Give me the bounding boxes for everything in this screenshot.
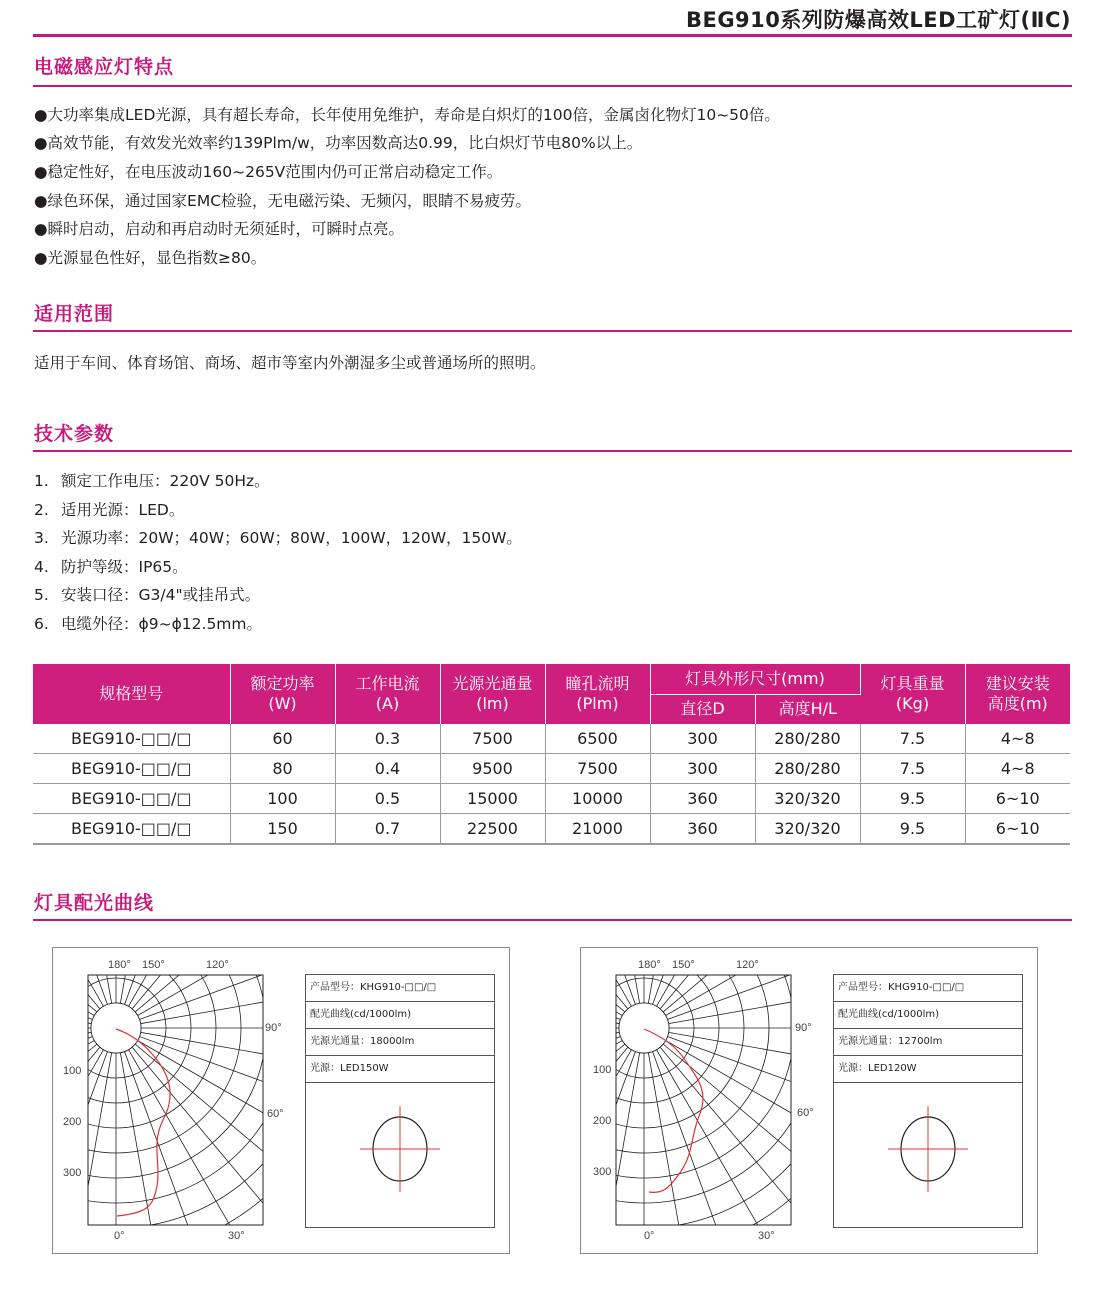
cell-power: 60 (230, 724, 335, 754)
feature-item: ●高效节能，有效发光效率约139Plm/w，功率因数高达0.99，比白炽灯节电80%以上。 (34, 134, 643, 152)
tech-item (34, 583, 260, 605)
header-weight-label: 灯具重量 (880, 674, 945, 693)
cell-power: 100 (230, 784, 335, 814)
info-row: 配光曲线(cd/1000lm) (834, 1002, 1022, 1029)
info-row: 光源：LED120W (834, 1056, 1022, 1083)
product-info-box (305, 974, 495, 1228)
beam-symbol-icon (834, 1079, 1022, 1227)
angle-label: 60° (267, 1108, 284, 1120)
info-row: 产品型号：KHG910-□□/□ (834, 975, 1022, 1002)
radial-label: 300 (63, 1167, 82, 1179)
feature-item: ●瞬时启动，启动和再启动时无须延时，可瞬时点亮。 (34, 220, 405, 238)
angle-label: 90° (265, 1022, 282, 1034)
polar-diagram (53, 948, 303, 1253)
tech-item (34, 555, 188, 577)
cell-weight: 7.5 (860, 724, 965, 754)
cell-diameter: 360 (650, 814, 755, 845)
tech-item-text: 电缆外径：ϕ9~ϕ12.5mm。 (61, 615, 263, 633)
feature-item: ●绿色环保，通过国家EMC检验，无电磁污染、无频闪，眼睛不易疲劳。 (34, 192, 532, 210)
header-mount-label: 建议安装 (985, 674, 1050, 693)
cell-model: BEG910-□□/□ (33, 724, 230, 754)
tech-item (34, 526, 522, 548)
angle-label: 120° (206, 959, 229, 971)
cell-weight: 9.5 (860, 814, 965, 845)
cell-pupil: 10000 (545, 784, 650, 814)
angle-label: 150° (672, 959, 695, 971)
cell-power: 150 (230, 814, 335, 845)
document-title: BEG910系列防爆高效LED工矿灯(ⅡC) (685, 8, 1071, 32)
tech-item (34, 498, 184, 520)
cell-weight: 7.5 (860, 754, 965, 784)
radial-label: 200 (63, 1116, 82, 1128)
cell-height: 280/280 (755, 724, 860, 754)
cell-flux: 22500 (440, 814, 545, 845)
header-pupil-unit: (Plm) (576, 694, 619, 713)
tech-item-number: 2. (34, 501, 49, 519)
cell-mount: 4~8 (965, 754, 1070, 784)
header-flux-label: 光源光通量 (452, 674, 533, 693)
tech-item-number: 4. (34, 558, 49, 576)
cell-pupil: 6500 (545, 724, 650, 754)
cell-weight: 9.5 (860, 784, 965, 814)
cell-current: 0.7 (335, 814, 440, 845)
header-pupil-label: 瞳孔流明 (565, 674, 630, 693)
table-row (33, 754, 1070, 784)
table-row (33, 724, 1070, 754)
header-diameter: 直径D (650, 694, 755, 724)
angle-label: 180° (638, 959, 661, 971)
feature-item: ●光源显色性好，显色指数≥80。 (34, 249, 267, 267)
table-row (33, 814, 1070, 845)
header-weight (860, 664, 965, 724)
cell-flux: 7500 (440, 724, 545, 754)
radial-label: 200 (593, 1115, 612, 1127)
header-current-label: 工作电流 (355, 674, 420, 693)
info-row: 产品型号：KHG910-□□/□ (306, 975, 494, 1002)
section-title-features: 电磁感应灯特点 (34, 56, 175, 78)
cell-mount: 4~8 (965, 724, 1070, 754)
cell-pupil: 7500 (545, 754, 650, 784)
tech-item-text: 光源功率：20W；40W；60W；80W，100W，120W，150W。 (61, 529, 522, 547)
cell-current: 0.4 (335, 754, 440, 784)
header-mount-unit: 高度(m) (987, 694, 1048, 713)
radial-label: 100 (63, 1065, 82, 1077)
angle-label: 180° (108, 959, 131, 971)
header-weight-unit: (Kg) (895, 694, 930, 713)
tech-item-text: 防护等级：IP65。 (61, 558, 188, 576)
info-row: 光源光通量：12700lm (834, 1029, 1022, 1056)
header-current (335, 664, 440, 724)
header-power-label: 额定功率 (250, 674, 315, 693)
cell-current: 0.3 (335, 724, 440, 754)
cell-diameter: 300 (650, 724, 755, 754)
header-size: 灯具外形尺寸(mm) (650, 664, 860, 694)
angle-label: 90° (795, 1022, 812, 1034)
angle-label: 0° (114, 1230, 125, 1242)
radial-label: 100 (593, 1064, 612, 1076)
photometric-panel (52, 947, 510, 1254)
tech-item-number: 6. (34, 615, 49, 633)
feature-item: ●稳定性好，在电压波动160~265V范围内仍可正常启动稳定工作。 (34, 163, 503, 181)
header-flux (440, 664, 545, 724)
tech-item-number: 1. (34, 472, 49, 490)
radial-label: 300 (593, 1166, 612, 1178)
polar-diagram (581, 948, 831, 1253)
angle-label: 150° (142, 959, 165, 971)
info-row: 光源：LED150W (306, 1056, 494, 1083)
tech-item (34, 612, 262, 634)
info-row: 光源光通量：18000lm (306, 1029, 494, 1056)
cell-pupil: 21000 (545, 814, 650, 845)
section-title-scope: 适用范围 (34, 303, 115, 325)
tech-item-text: 适用光源：LED。 (61, 501, 185, 519)
title-rule (33, 34, 1072, 37)
section-rule (33, 919, 1072, 921)
cell-height: 320/320 (755, 814, 860, 845)
header-power (230, 664, 335, 724)
spec-table (33, 664, 1070, 845)
table-row (33, 784, 1070, 814)
section-rule (33, 85, 1072, 87)
tech-item-number: 3. (34, 529, 49, 547)
cell-mount: 6~10 (965, 814, 1070, 845)
header-model: 规格型号 (33, 664, 230, 724)
cell-power: 80 (230, 754, 335, 784)
header-flux-unit: (lm) (476, 694, 509, 713)
cell-current: 0.5 (335, 784, 440, 814)
cell-model: BEG910-□□/□ (33, 814, 230, 845)
header-current-unit: (A) (375, 694, 400, 713)
photometric-panel (580, 947, 1038, 1254)
cell-flux: 15000 (440, 784, 545, 814)
tech-item-number: 5. (34, 586, 49, 604)
section-rule (33, 450, 1072, 452)
angle-label: 120° (736, 959, 759, 971)
cell-diameter: 360 (650, 784, 755, 814)
info-row: 配光曲线(cd/1000lm) (306, 1002, 494, 1029)
angle-label: 60° (797, 1107, 814, 1119)
feature-item: ●大功率集成LED光源，具有超长寿命，长年使用免维护，寿命是白炽灯的100倍，金属卤化物灯10~50倍。 (34, 106, 780, 124)
section-rule (33, 330, 1072, 332)
tech-item (34, 469, 270, 491)
beam-symbol-icon (306, 1079, 494, 1227)
tech-item-text: 额定工作电压：220V 50Hz。 (61, 472, 270, 490)
cell-height: 280/280 (755, 754, 860, 784)
cell-model: BEG910-□□/□ (33, 754, 230, 784)
cell-height: 320/320 (755, 784, 860, 814)
header-pupil (545, 664, 650, 724)
cell-diameter: 300 (650, 754, 755, 784)
cell-mount: 6~10 (965, 784, 1070, 814)
cell-model: BEG910-□□/□ (33, 784, 230, 814)
header-height: 高度H/L (755, 694, 860, 724)
header-mount (965, 664, 1070, 724)
header-power-unit: (W) (268, 694, 297, 713)
angle-label: 30° (228, 1230, 245, 1242)
angle-label: 30° (758, 1230, 775, 1242)
section-title-curves: 灯具配光曲线 (34, 892, 155, 914)
section-title-tech: 技术参数 (34, 423, 115, 445)
cell-flux: 9500 (440, 754, 545, 784)
tech-item-text: 安装口径：G3/4"或挂吊式。 (61, 586, 261, 604)
scope-text: 适用于车间、体育场馆、商场、超市等室内外潮湿多尘或普通场所的照明。 (34, 354, 546, 372)
angle-label: 0° (644, 1230, 655, 1242)
product-info-box (833, 974, 1023, 1228)
